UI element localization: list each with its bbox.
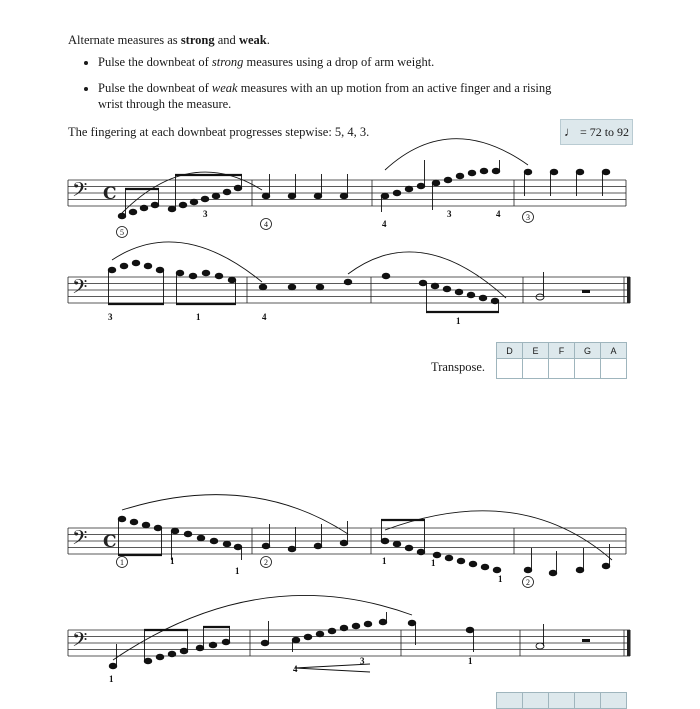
- fingering-number: 1: [456, 316, 461, 326]
- string-number: 4: [264, 220, 268, 229]
- bass-clef-icon: 𝄢: [72, 275, 88, 303]
- bass-clef-icon: 𝄢: [72, 178, 88, 206]
- list-item: • Pulse the downbeat of weak measures with an up motion from an active finger and a rising wrist through the measure.: [98, 80, 558, 112]
- transpose-checkbox[interactable]: [497, 359, 523, 379]
- fingering-number: 1: [109, 674, 114, 684]
- bass-clef-icon: 𝄢: [72, 526, 88, 554]
- fingering-number: 3: [360, 656, 365, 666]
- transpose-checkbox[interactable]: [575, 359, 601, 379]
- transpose-checkbox[interactable]: [601, 359, 627, 379]
- weak-word: weak: [238, 33, 267, 47]
- transpose-checkbox[interactable]: [549, 359, 575, 379]
- transpose-grid: [496, 342, 627, 379]
- strong-word: strong: [180, 33, 215, 47]
- tempo-text: = 72 to 92: [579, 124, 630, 139]
- rest-icon: [582, 290, 590, 293]
- transpose-label: Transpose.: [431, 360, 486, 374]
- fingering-number: 3: [203, 209, 208, 219]
- key-header: D: [497, 343, 523, 359]
- fingering-number: 4: [382, 219, 387, 229]
- fingering-number: 4: [262, 312, 267, 322]
- intro-text: Alternate measures as strong and weak.: [68, 33, 270, 47]
- key-header: [523, 693, 549, 709]
- string-number: 1: [120, 558, 124, 567]
- fingering-note: The fingering at each downbeat progresses stepwise: 5, 4, 3.: [68, 125, 370, 139]
- string-number: 3: [526, 213, 530, 222]
- time-signature: C: [103, 532, 117, 552]
- key-header: A: [601, 343, 627, 359]
- key-header: [575, 693, 601, 709]
- fingering-number: 1: [382, 556, 387, 566]
- fingering-number: 4: [293, 664, 298, 674]
- fingering-number: 1: [431, 558, 436, 568]
- key-header: E: [523, 343, 549, 359]
- transpose-checkbox[interactable]: [523, 359, 549, 379]
- key-header: [601, 693, 627, 709]
- key-header: F: [549, 343, 575, 359]
- fingering-number: 3: [447, 209, 452, 219]
- fingering-number: 1: [196, 312, 201, 322]
- rest-icon: [582, 639, 590, 642]
- fingering-number: 1: [235, 566, 240, 576]
- fingering-number: 4: [496, 209, 501, 219]
- staff-4: [68, 630, 630, 656]
- key-header: G: [575, 343, 601, 359]
- transpose-grid: [496, 692, 627, 709]
- fingering-number: 1: [468, 656, 473, 666]
- final-barline: [627, 630, 631, 656]
- staff-1: [68, 180, 626, 206]
- final-barline: [627, 277, 631, 303]
- fingering-number: 1: [170, 556, 175, 566]
- fingering-number: 3: [108, 312, 113, 322]
- time-signature: C: [103, 184, 117, 204]
- string-number: 5: [120, 228, 124, 237]
- string-number: 2: [264, 558, 268, 567]
- list-item: • Pulse the downbeat of strong measures using a drop of arm weight.: [98, 54, 558, 70]
- bass-clef-icon: 𝄢: [72, 628, 88, 656]
- fingering-number: 1: [498, 574, 503, 584]
- string-number: 2: [526, 578, 530, 587]
- quarter-note-icon: ♩: [563, 124, 577, 139]
- key-header: [549, 693, 575, 709]
- key-header: [497, 693, 523, 709]
